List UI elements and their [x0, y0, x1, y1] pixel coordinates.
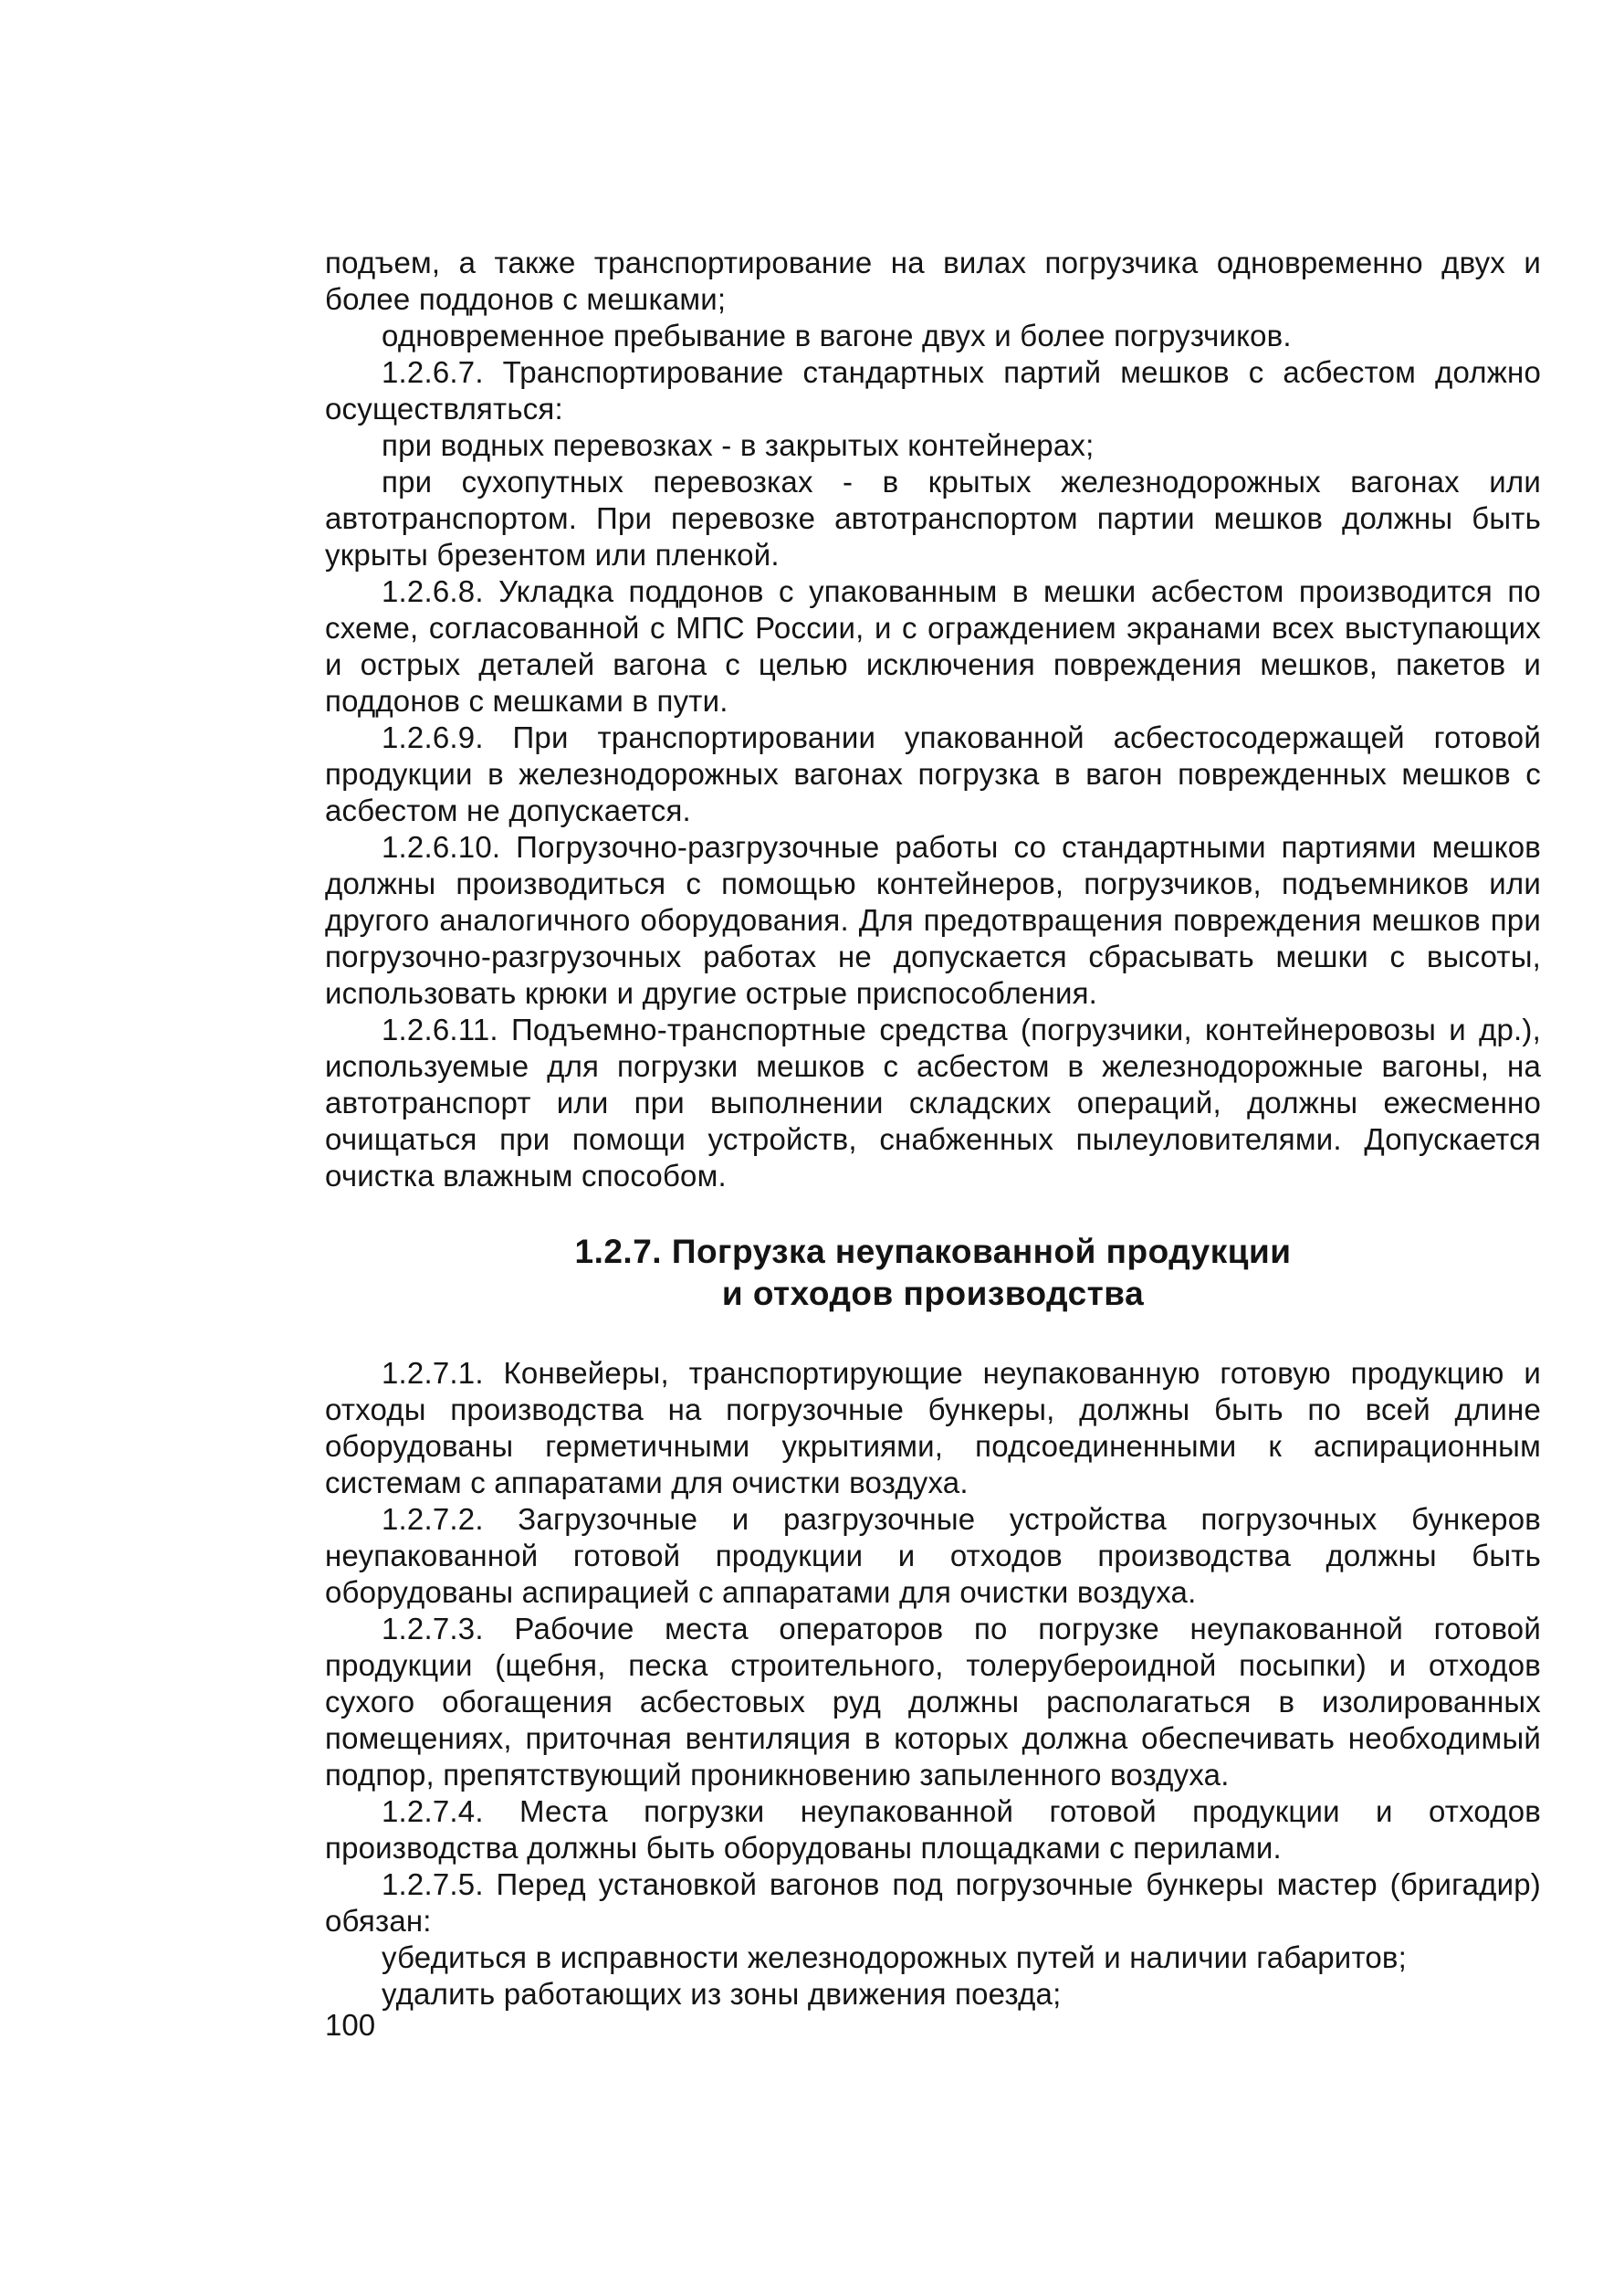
paragraph: 1.2.6.10. Погрузочно-разгрузочные работы со стандартными партиями мешков должны производиться с помощью контейнеров, погрузчиков, подъемников или другого аналогичного оборудования. Для предотвращения повреждения мешков при погрузочно-разгрузочных работах не допускается сбрасывать мешки с высоты, использовать крюки и другие острые приспособления. — [325, 830, 1541, 1010]
page-number: 100 — [325, 2008, 376, 2042]
paragraph: при водных перевозках - в закрытых контейнерах; — [382, 428, 1095, 462]
paragraph: подъем, а также транспортирование на вилах погрузчика одновременно двух и более поддонов с мешками; — [325, 246, 1541, 316]
paragraph: 1.2.6.7. Транспортирование стандартных партий мешков с асбестом должно осуществляться: — [325, 355, 1541, 426]
paragraph: удалить работающих из зоны движения поезда; — [382, 1977, 1062, 2011]
paragraphs-top — [325, 245, 1541, 1194]
paragraph: одновременное пребывание в вагоне двух и более погрузчиков. — [382, 319, 1292, 352]
paragraph: при сухопутных перевозках - в крытых железнодорожных вагонах или автотранспортом. При перевозке автотранспортом партии мешков должны быть укрыты брезентом или пленкой. — [325, 465, 1541, 572]
paragraph: 1.2.7.4. Места погрузки неупакованной готовой продукции и отходов производства должны быть оборудованы площадками с перилами. — [325, 1794, 1541, 1865]
paragraph: 1.2.7.1. Конвейеры, транспортирующие неупакованную готовую продукцию и отходы производства на погрузочные бункеры, должны быть по всей длине оборудованы герметичными укрытиями, подсоединенными к аспирационным системам с аппаратами для очистки воздуха. — [325, 1356, 1541, 1499]
paragraph: 1.2.7.5. Перед установкой вагонов под погрузочные бункеры мастер (бригадир) обязан: — [325, 1867, 1541, 1938]
section-heading — [325, 1231, 1541, 1315]
paragraph: 1.2.6.8. Укладка поддонов с упакованным в мешки асбестом производится по схеме, согласованной с МПС России, и с ограждением экранами всех выступающих и острых деталей вагона с целью исключения повреждения мешков, пакетов и поддонов с мешками в пути. — [325, 574, 1541, 718]
paragraph: 1.2.6.11. Подъемно-транспортные средства (погрузчики, контейнеровозы и др.), используемые для погрузки мешков с асбестом в железнодорожные вагоны, на автотранспорт или при выполнении складских операций, должны ежесменно очищаться при помощи устройств, снабженных пылеуловителями. Допускается очистка влажным способом. — [325, 1013, 1541, 1193]
paragraph: 1.2.6.9. При транспортировании упакованной асбестосодержащей готовой продукции в железнодорожных вагонах погрузка в вагон поврежденных мешков с асбестом не допускается. — [325, 720, 1541, 827]
paragraph: 1.2.7.3. Рабочие места операторов по погрузке неупакованной готовой продукции (щебня, песка строительного, толерубероидной посыпки) и отходов сухого обогащения асбестовых руд должны располагаться в изолированных помещениях, приточная вентиляция в которых должна обеспечивать необходимый подпор, препятствующий проникновению запыленного воздуха. — [325, 1612, 1541, 1792]
paragraph: убедиться в исправности железнодорожных путей и наличии габаритов; — [382, 1940, 1408, 1974]
paragraph: 1.2.7.2. Загрузочные и разгрузочные устройства погрузочных бункеров неупакованной готовой продукции и отходов производства должны быть оборудованы аспирацией с аппаратами для очистки воздуха. — [325, 1502, 1541, 1609]
paragraphs-bottom — [325, 1355, 1541, 2013]
section-heading-line-2: и отходов производства — [721, 1275, 1145, 1312]
section-heading-line-1: 1.2.7. Погрузка неупакованной продукции — [574, 1233, 1292, 1270]
page-content — [325, 245, 1541, 2013]
